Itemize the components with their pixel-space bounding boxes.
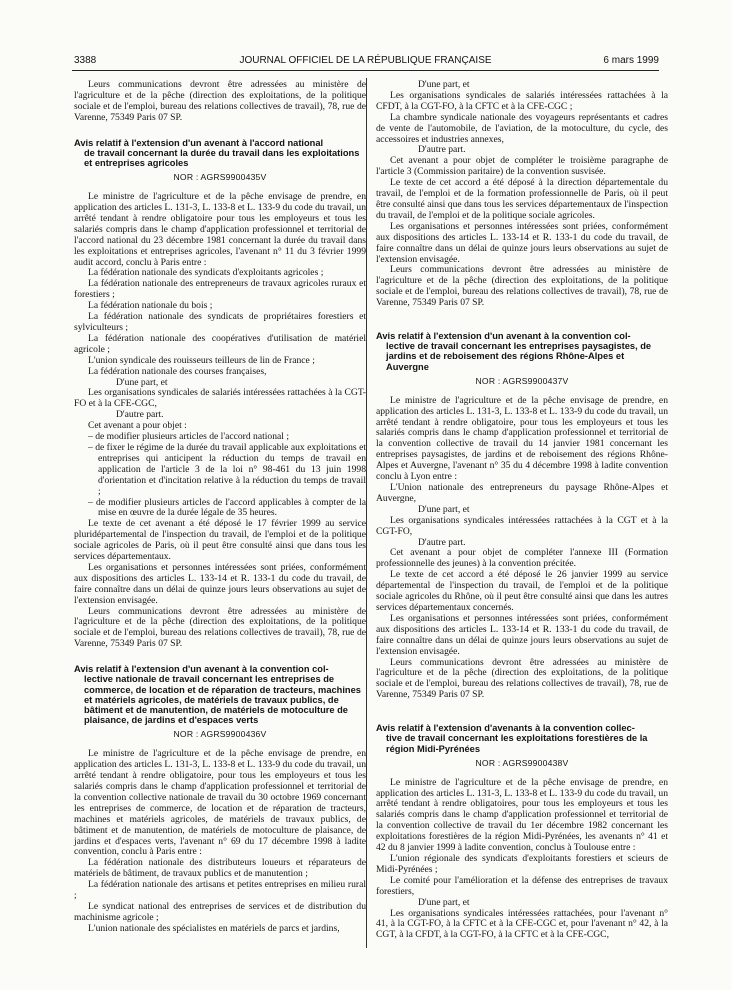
paragraph: Le texte de cet accord a été déposé le 26 janvier 1999 au service départemental de l'inspection du travail, de l'emploi et de la politique sociale agricoles du Rhône, où il peut être consulté ainsi que dans les autres services départementaux concernés. xyxy=(376,569,668,613)
paragraph: Le ministre de l'agriculture et de la pêche envisage de prendre, en application des articles L. 131-3, L. 133-8 et L. 133-9 du code du travail, un arrêté tendant à rendre obligatoire pour tous les employeurs et tous les salariés compris dans le champ d'application professionnel et territorial de l'accord national du 23 décembre 1981 concernant la durée du travail dans les exploitations et entreprises agricoles, l'avenant n° 11 du 3 février 1999 audit accord, conclu à Paris entre : xyxy=(74,191,366,268)
page-header xyxy=(70,54,661,68)
list-item: Le comité pour l'amélioration et la défense des entreprises de travaux forestiers, xyxy=(376,874,668,897)
list-item: – de fixer le régime de la durée du travail applicable aux exploitations et entreprises qui anticipent la réduction du temps de travail en application de l'article 3 de la loi n° 98-461 du 13 juin 1998 d'orientation et d'incitation relative à la réduction du temps de travail ; xyxy=(88,441,366,497)
paragraph: Cet avenant a pour objet de compléter l'annexe III (Formation professionnelle des jeunes) à la convention précitée. xyxy=(376,547,668,570)
list-item: La fédération nationale des entrepreneurs de travaux agricoles ruraux et forestiers ; xyxy=(74,278,366,301)
paragraph: Les organisations syndicales de salariés intéressées rattachées à la CFDT, à la CGT-FO, à la CFTC et à la CFE-CGC ; xyxy=(376,89,668,112)
paragraph: Le ministre de l'agriculture et de la pêche envisage de prendre, en application des articles L. 131-3, L. 133-8 et L. 133-9 du code du travail, un arrêté tendant à rendre obligatoire, pour tous les employeurs et tous les salariés compris dans le champ d'application professionnel et territorial de la convention collective de travail du 14 janvier 1981 concernant les entreprises paysagistes, de jardins et de reboisement des régions Rhône-Alpes et Auvergne, l'avenant n° 35 du 4 décembre 1998 à ladite convention conclu à Lyon entre : xyxy=(376,394,668,483)
paragraph: Leurs communications devront être adressées au ministère de l'agriculture et de la pêche (direction des exploitations, de la politique sociale et de l'emploi, bureau des relations collectives de travail), 78, rue de Varenne, 75349 Paris 07 SP. xyxy=(376,264,668,309)
party-marker: D'autre part. xyxy=(116,409,164,421)
column-divider xyxy=(366,78,367,948)
paragraph: Cet avenant a pour objet : xyxy=(88,420,187,432)
notice-title xyxy=(376,723,668,754)
title-continuation: lective nationale de travail concernant les entreprises de commerce, de location et de réparation de tracteurs, machines et matériels agricoles, de matériels de travaux publics, de bâtiment et de manutention, de matériels de motoculture de plaisance, de jardins et d'espaces verts xyxy=(84,674,361,726)
party-marker: D'une part, et xyxy=(418,896,470,908)
list-item: L'union nationale des spécialistes en matériels de parcs et jardins, xyxy=(88,922,340,934)
notice-title xyxy=(376,331,668,372)
objective-list xyxy=(74,432,366,519)
nor-reference: NOR : AGRS9900437V xyxy=(475,375,569,386)
party-marker: D'autre part. xyxy=(418,536,466,548)
list-item: L'union régionale des syndicats d'exploitants forestiers et scieurs de Midi-Pyrénées ; xyxy=(376,852,668,875)
paragraph: Le texte de cet accord a été déposé à la direction départementale du travail, de l'emploi et de la formation professionnelle de Paris, où il peut être consulté ainsi que dans tous les services départementaux de l'inspection du travail, de l'emploi et de la politique sociale agricoles. xyxy=(376,177,668,221)
title-line: Avis relatif à l'extension d'un avenant à la convention col- xyxy=(376,331,631,342)
title-continuation: tive de travail concernant les exploitations forestières de la région Midi-Pyrénées xyxy=(386,733,648,754)
party-marker: D'une part, et xyxy=(418,79,470,90)
paragraph: Les organisations et personnes intéressées sont priées, conformément aux dispositions des articles L. 133-14 et R. 133-1 du code du travail, de faire connaître dans un délai de quinze jours leurs observations au sujet de l'extension envisagée. xyxy=(376,220,668,265)
notice-title xyxy=(74,664,366,725)
journal-title: JOURNAL OFFICIEL DE LA RÉPUBLIQUE FRANÇAISE xyxy=(239,55,492,66)
nor-reference: NOR : AGRS9900436V xyxy=(173,729,267,740)
list-item: Le syndicat national des entreprises de services et de distribution du machinisme agricole ; xyxy=(74,901,366,923)
paragraph: Leurs communications devront être adressées au ministère de l'agriculture et de la pêche (direction des exploitations, de la politique sociale et de l'emploi, bureau des relations collectives de travail), 78, rue de Varenne, 75349 Paris 07 SP. xyxy=(74,79,366,123)
paragraph: L'Union nationale des entrepreneurs du paysage Rhône-Alpes et Auvergne, xyxy=(376,482,668,504)
party-marker: D'une part, et xyxy=(116,376,168,388)
paragraph: Leurs communications devront être adressées au ministère de l'agriculture et de la pêche (direction des exploitations, de la politique sociale et de l'emploi, bureau des relations collectives de travail), 78, rue de Varenne, 75349 Paris 07 SP. xyxy=(376,656,668,701)
party-marker: D'autre part. xyxy=(418,144,466,156)
paragraph: Les organisations syndicales intéressées rattachées à la CGT et à la CGT-FO, xyxy=(376,514,668,537)
title-line: Avis relatif à l'extension d'un avenant à l'accord national xyxy=(74,137,324,148)
list-item: La fédération nationale des syndicats de propriétaires forestiers et sylviculteurs ; xyxy=(74,311,366,334)
paragraph: Le ministre de l'agriculture et de la pêche envisage de prendre, en application des articles L. 131-3, L. 133-8 et L. 133-9 du code du travail, un arrêté tendant à rendre obligatoires, pour tous les employeurs et tous les salariés compris dans le champ d'application professionnel et territorial de la convention collective de travail du 1er décembre 1982 concernant les exploitations forestières de la région Midi-Pyrénées, les avenants n° 41 et 42 du 8 janvier 1999 à ladite convention, conclus à Toulouse entre : xyxy=(376,776,668,854)
paragraph: Les organisations syndicales de salariés intéressées rattachées à la CGT-FO et à la CFE-CGC, xyxy=(74,387,366,410)
paragraph: Les organisations et personnes intéressées sont priées, conformément aux dispositions des articles L. 133-14 et R. 133-1 du code du travail, de faire connaître dans un délai de quinze jours leurs observations au sujet de l'extension envisagée. xyxy=(74,561,366,606)
nor-reference: NOR : AGRS9900438V xyxy=(475,757,569,768)
paragraph: Le texte de cet avenant a été déposé le 17 février 1999 au service pluridépartemental de l'inspection du travail, de l'emploi et de la politique sociale agricoles de Paris, où il peut être consulté ainsi que dans tous les services départementaux. xyxy=(74,518,366,563)
paragraph: Cet avenant a pour objet de compléter le troisième paragraphe de l'article 3 (Commission paritaire) de la convention susvisée. xyxy=(376,155,668,178)
list-item: La fédération nationale des syndicats d'exploitants agricoles ; xyxy=(88,267,324,279)
title-continuation: de travail concernant la durée du travail dans les exploitations et entreprises agricoles xyxy=(84,147,360,169)
notice-title xyxy=(74,138,366,169)
title-continuation: lective de travail concernant les entreprises paysagistes, de jardins et de reboisement des régions Rhône-Alpes et Auvergne xyxy=(386,341,652,372)
left-column xyxy=(74,80,366,935)
list-item: – de modifier plusieurs articles de l'accord national ; xyxy=(88,431,289,443)
list-item: La fédération nationale des courses françaises, xyxy=(88,365,267,377)
header-rule xyxy=(72,70,659,71)
issue-date: 6 mars 1999 xyxy=(603,55,659,66)
paragraph: Le ministre de l'agriculture et de la pêche envisage de prendre, en application des articles L. 131-3, L. 133-8 et L. 133-9 du code du travail, un arrêté tendant à rendre obligatoire, pour tous les employeurs et tous les salariés compris dans le champ d'application professionnel et territorial de la convention collective nationale de travail du 30 octobre 1969 concernant les entreprises de commerce, de location et de réparation de tracteurs, machines et matériels agricoles, de matériels de travaux publics, de bâtiment et de manutention, de matériels de motoculture de plaisance, de jardins et d'espaces verts, l'avenant n° 69 du 17 décembre 1998 à ladite convention, conclu à Paris entre : xyxy=(74,748,366,858)
paragraph: Les organisations et personnes intéressées sont priées, conformément aux dispositions des articles L. 133-14 et R. 133-1 du code du travail, de faire connaître dans un délai de quinze jours leurs observations au sujet de l'extension envisagée. xyxy=(376,612,668,657)
title-line: Avis relatif à l'extension d'avenants à la convention collec- xyxy=(376,723,635,734)
title-line: Avis relatif à l'extension d'un avenant à la convention col- xyxy=(74,664,329,675)
list-item: – de modifier plusieurs articles de l'accord applicables à compter de la mise en œuvre de la durée légale de 35 heures. xyxy=(88,496,366,519)
list-item: La fédération nationale des coopératives d'utilisation de matériel agricole ; xyxy=(74,332,366,355)
nor-reference: NOR : AGRS9900435V xyxy=(173,172,267,183)
list-item: La fédération nationale des distributeurs loueurs et réparateurs de matériels de bâtiment, de travaux publics et de manutention ; xyxy=(74,857,366,880)
list-item: La fédération nationale du bois ; xyxy=(88,300,213,312)
page-number: 3388 xyxy=(74,55,97,66)
right-column xyxy=(376,80,668,941)
list-item: La fédération nationale des artisans et petites entreprises en milieu rural ; xyxy=(74,879,366,902)
list-item: L'union syndicale des rouisseurs teilleurs de lin de France ; xyxy=(88,354,315,366)
paragraph: Les organisations syndicales intéressées rattachées, pour l'avenant n° 41, à la CGT-FO, à la CFTC et à la CFE-CGC et, pour l'avenant n° 42, à la CGT, à la CFDT, à la CGT-FO, à la CFTC et à la CFE-CGC, xyxy=(376,907,668,941)
paragraph: Leurs communications devront être adressées au ministère de l'agriculture et de la pêche (direction des exploitations, de la politique sociale et de l'emploi, bureau des relations collectives de travail), 78, rue de Varenne, 75349 Paris 07 SP. xyxy=(74,605,366,650)
paragraph: La chambre syndicale nationale des voyageurs représentants et cadres de vente de l'automobile, de l'aviation, de la motoculture, du cycle, des accessoires et industries annexes, xyxy=(376,111,668,145)
party-marker: D'une part, et xyxy=(418,503,470,515)
